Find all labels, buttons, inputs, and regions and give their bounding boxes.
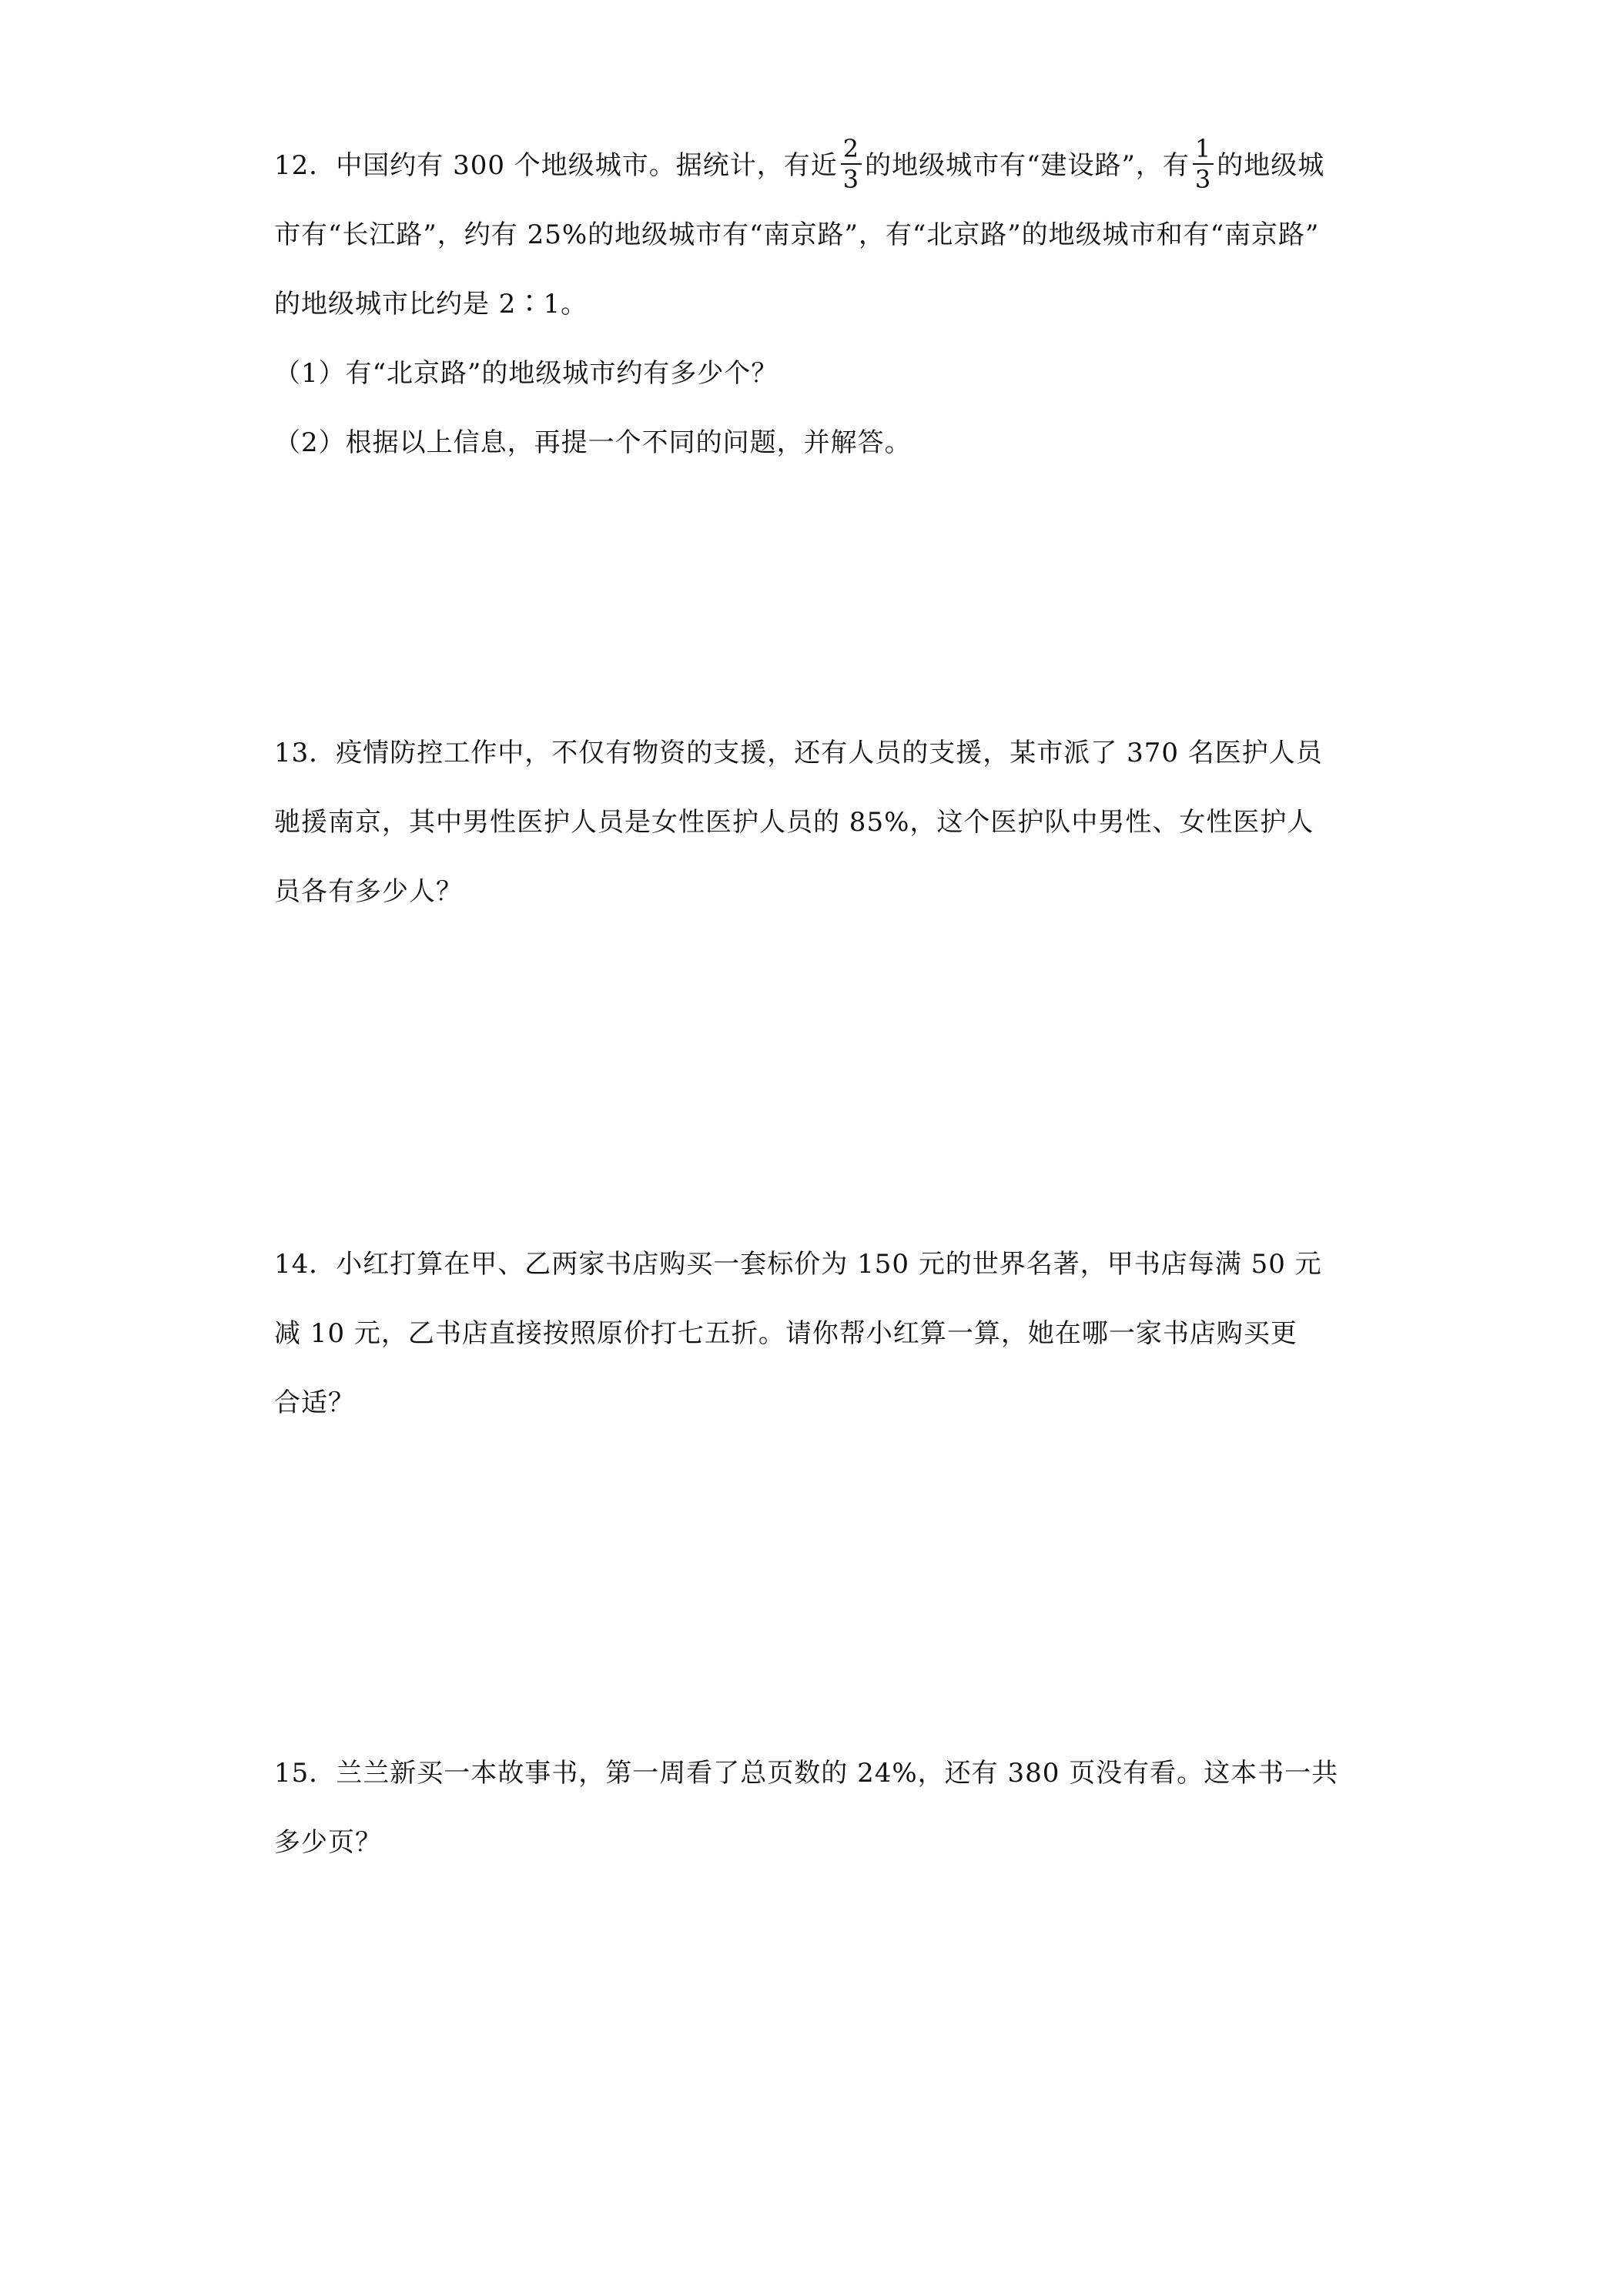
question-13-line-2: 驰援南京，其中男性医护人员是女性医护人员的 85%，这个医护队中男性、女性医护人 (274, 807, 1314, 838)
question-15-line-1: 15．兰兰新买一本故事书，第一周看了总页数的 24%，还有 380 页没有看。这本书一共 (274, 1758, 1339, 1789)
fraction-two-thirds (841, 136, 862, 192)
question-12-subquestion-2: （2）根据以上信息，再提一个不同的问题，并解答。 (274, 427, 912, 458)
fraction-denominator: 3 (842, 165, 860, 194)
question-15-line-2: 多少页？ (274, 1827, 382, 1858)
fraction-one-third (1193, 136, 1214, 192)
question-12-text-a: 12．中国约有 300 个地级城市。据统计，有近 (274, 150, 838, 181)
question-14-line-2: 减 10 元，乙书店直接按照原价打七五折。请你帮小红算一算，她在哪一家书店购买更 (274, 1318, 1298, 1349)
question-12-line-1 (274, 131, 1368, 200)
question-12-subquestion-1: （1）有“北京路”的地级城市约有多少个？ (274, 358, 779, 389)
question-12-text-b: 的地级城市有“建设路”，有 (865, 150, 1190, 181)
question-13-line-1: 13．疫情防控工作中，不仅有物资的支援，还有人员的支援，某市派了 370 名医护人员 (274, 738, 1323, 768)
question-12-line-2: 市有“长江路”，约有 25%的地级城市有“南京路”，有“北京路”的地级城市和有“南京路” (274, 219, 1320, 250)
question-12 (274, 131, 1368, 477)
fraction-denominator: 3 (1194, 165, 1212, 194)
fraction-numerator: 1 (1193, 136, 1214, 165)
question-12-text-c: 的地级城 (1217, 150, 1325, 181)
question-14-line-3: 合适？ (274, 1387, 355, 1418)
question-13 (274, 718, 1368, 926)
question-14-line-1: 14．小红打算在甲、乙两家书店购买一套标价为 150 元的世界名著，甲书店每满 50 元 (274, 1249, 1322, 1280)
question-12-line-3: 的地级城市比约是 2∶1。 (274, 289, 588, 320)
question-13-line-3: 员各有多少人？ (274, 876, 463, 907)
fraction-numerator: 2 (841, 136, 862, 165)
question-14 (274, 1230, 1368, 1438)
question-15 (274, 1739, 1368, 1877)
